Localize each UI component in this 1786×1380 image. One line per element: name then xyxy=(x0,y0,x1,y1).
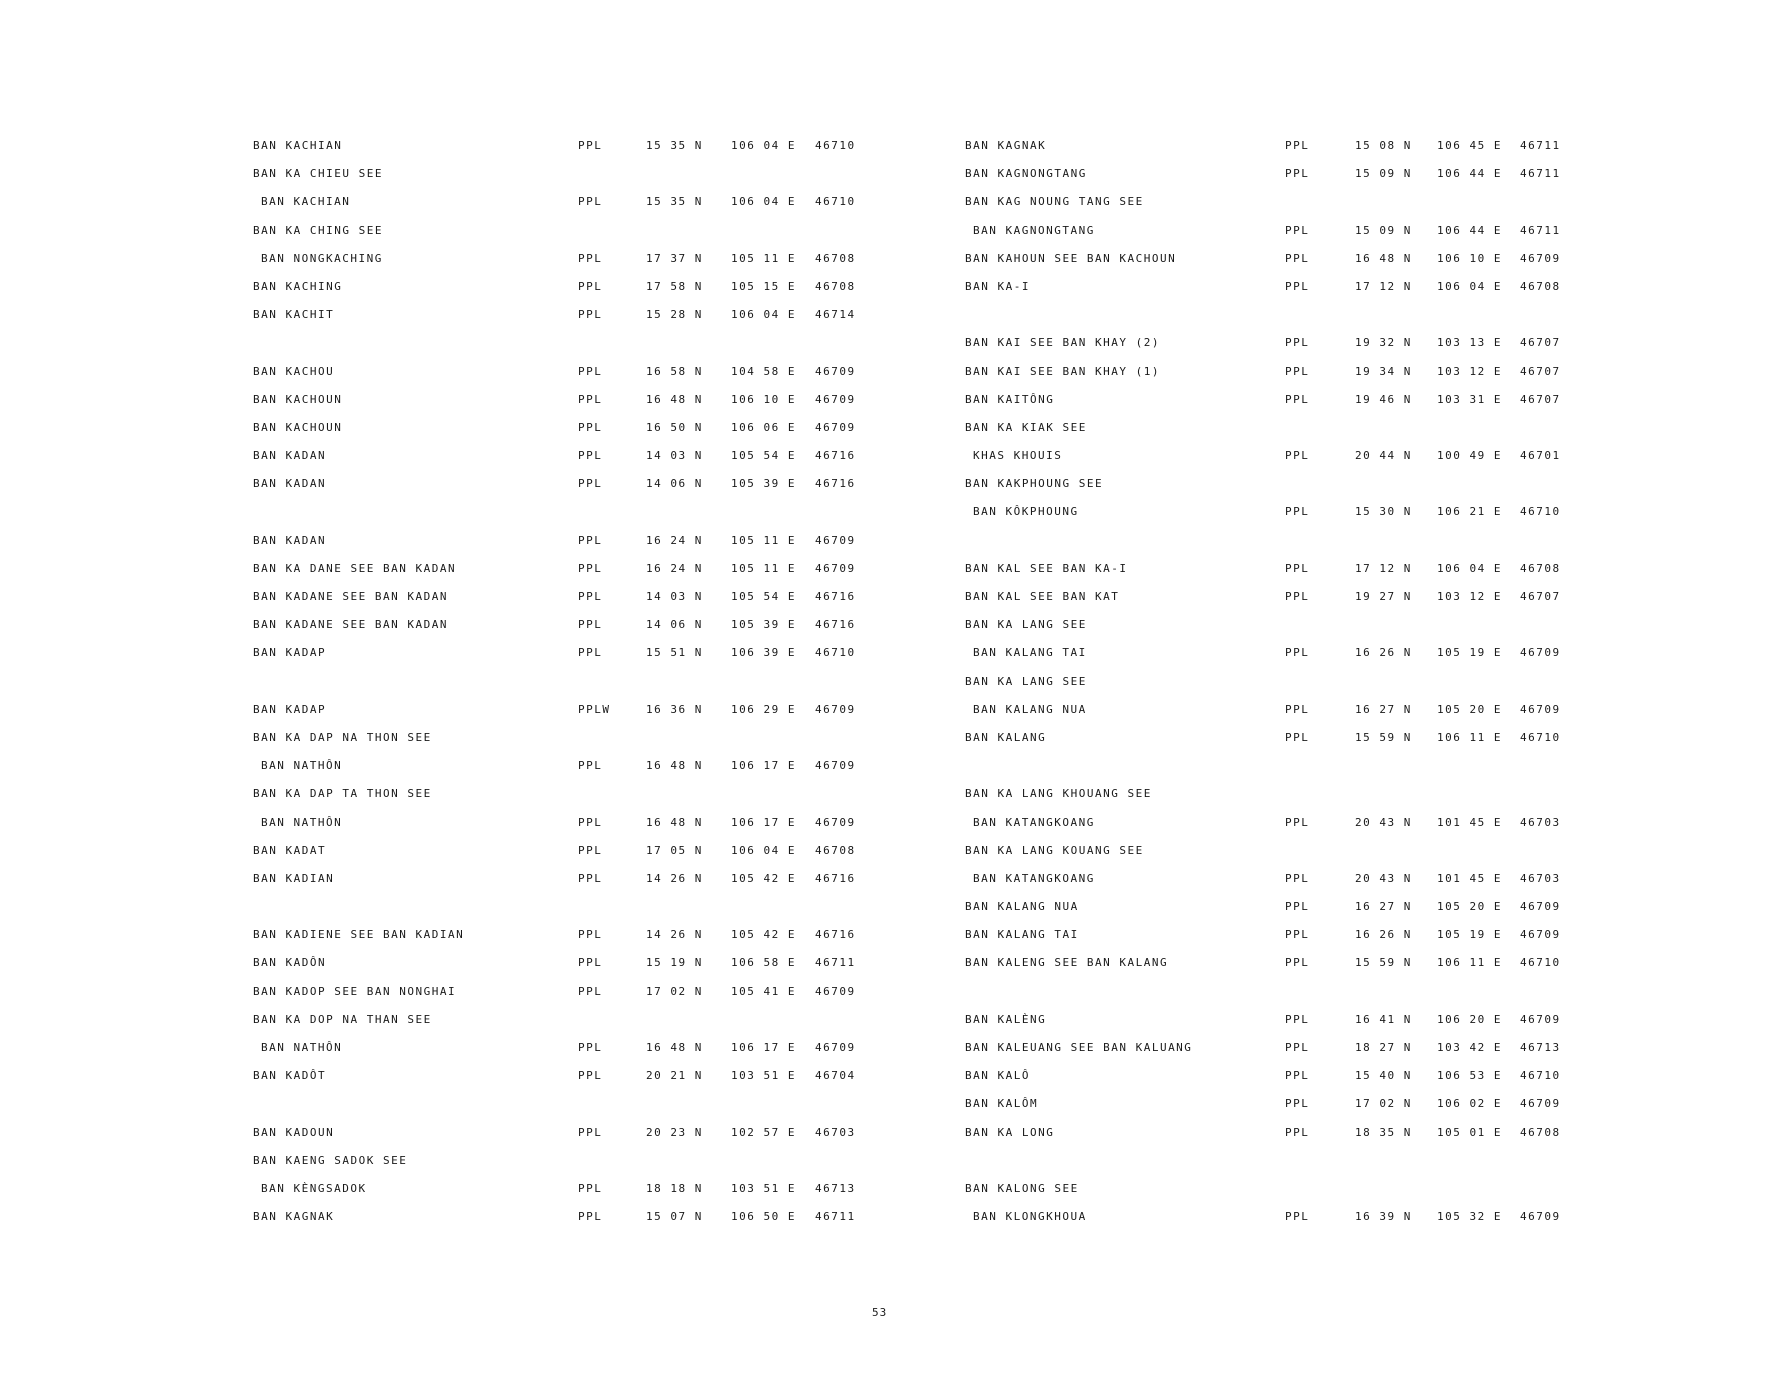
feature-designation: PPL xyxy=(578,1041,603,1054)
longitude: 106 17 E xyxy=(731,759,796,773)
feature-designation: PPL xyxy=(1285,251,1310,265)
map-sheet-number: 46709 xyxy=(1520,646,1561,660)
place-name: BAN KAGNAK xyxy=(965,139,1047,152)
place-name: BAN KA CHING SEE xyxy=(253,223,383,237)
place-name: BAN KACHIAN xyxy=(261,195,351,209)
place-name: BAN KAKPHOUNG SEE xyxy=(965,477,1104,491)
longitude: 103 42 E xyxy=(1437,1041,1502,1054)
latitude: 17 12 N xyxy=(1355,279,1412,293)
feature-designation: PPL xyxy=(578,843,603,857)
longitude: 106 17 E xyxy=(731,1041,796,1054)
longitude: 105 19 E xyxy=(1437,646,1502,660)
longitude: 106 50 E xyxy=(731,1210,796,1224)
latitude: 15 09 N xyxy=(1355,167,1412,181)
longitude: 106 20 E xyxy=(1437,1012,1502,1026)
place-name: BAN KAENG SADOK SEE xyxy=(253,1153,408,1167)
longitude: 103 12 E xyxy=(1437,364,1502,378)
feature-designation: PPLW xyxy=(578,702,611,716)
place-name: BAN KADAP xyxy=(253,646,327,660)
feature-designation: PPL xyxy=(1285,279,1310,293)
place-name: BAN KA LANG KOUANG SEE xyxy=(965,843,1144,857)
longitude: 105 15 E xyxy=(731,279,796,293)
longitude: 105 39 E xyxy=(731,477,796,491)
place-name: BAN KAGNONGTANG xyxy=(973,223,1095,237)
place-name: BAN KALÈNG xyxy=(965,1012,1047,1026)
latitude: 17 58 N xyxy=(646,279,703,293)
longitude: 105 20 E xyxy=(1437,702,1502,716)
map-sheet-number: 46711 xyxy=(1520,167,1561,181)
map-sheet-number: 46711 xyxy=(815,956,856,970)
latitude: 18 27 N xyxy=(1355,1041,1412,1054)
latitude: 15 07 N xyxy=(646,1210,703,1224)
feature-designation: PPL xyxy=(1285,956,1310,970)
place-name: BAN KA LANG KHOUANG SEE xyxy=(965,787,1152,801)
place-name: BAN NATHÔN xyxy=(261,1041,343,1054)
longitude: 102 57 E xyxy=(731,1125,796,1139)
place-name: BAN KADAN xyxy=(253,533,327,547)
feature-designation: PPL xyxy=(578,561,603,575)
place-name: BAN KAGNONGTANG xyxy=(965,167,1087,181)
map-sheet-number: 46709 xyxy=(1520,1210,1561,1224)
feature-designation: PPL xyxy=(1285,1125,1310,1139)
place-name: BAN KALEUANG SEE BAN KALUANG xyxy=(965,1041,1193,1054)
place-name: BAN KAG NOUNG TANG SEE xyxy=(965,195,1144,209)
place-name: BAN KA KIAK SEE xyxy=(965,420,1087,434)
feature-designation: PPL xyxy=(578,477,603,491)
longitude: 105 01 E xyxy=(1437,1125,1502,1139)
place-name: BAN KALANG NUA xyxy=(965,900,1079,914)
place-name: BAN KADIAN xyxy=(253,871,335,885)
map-sheet-number: 46707 xyxy=(1520,392,1561,406)
place-name: BAN KACHIAN xyxy=(253,139,343,152)
place-name: BAN KACHOUN xyxy=(253,392,343,406)
longitude: 106 39 E xyxy=(731,646,796,660)
map-sheet-number: 46710 xyxy=(1520,505,1561,519)
longitude: 105 20 E xyxy=(1437,900,1502,914)
feature-designation: PPL xyxy=(1285,702,1310,716)
map-sheet-number: 46709 xyxy=(815,392,856,406)
place-name: BAN KAL SEE BAN KA-I xyxy=(965,561,1128,575)
feature-designation: PPL xyxy=(578,1210,603,1224)
latitude: 18 35 N xyxy=(1355,1125,1412,1139)
longitude: 105 39 E xyxy=(731,618,796,632)
map-sheet-number: 46710 xyxy=(815,195,856,209)
place-name: BAN KADOUN xyxy=(253,1125,335,1139)
latitude: 14 26 N xyxy=(646,871,703,885)
longitude: 106 17 E xyxy=(731,815,796,829)
feature-designation: PPL xyxy=(578,956,603,970)
longitude: 103 51 E xyxy=(731,1181,796,1195)
latitude: 14 03 N xyxy=(646,590,703,603)
feature-designation: PPL xyxy=(1285,815,1310,829)
longitude: 105 11 E xyxy=(731,533,796,547)
longitude: 106 10 E xyxy=(1437,251,1502,265)
map-sheet-number: 46709 xyxy=(815,984,856,998)
feature-designation: PPL xyxy=(578,279,603,293)
latitude: 17 05 N xyxy=(646,843,703,857)
map-sheet-number: 46709 xyxy=(815,702,856,716)
feature-designation: PPL xyxy=(1285,167,1310,181)
longitude: 103 51 E xyxy=(731,1069,796,1083)
latitude: 15 59 N xyxy=(1355,956,1412,970)
feature-designation: PPL xyxy=(578,533,603,547)
latitude: 16 27 N xyxy=(1355,702,1412,716)
feature-designation: PPL xyxy=(578,251,603,265)
place-name: BAN KA DAP NA THON SEE xyxy=(253,730,432,744)
latitude: 16 26 N xyxy=(1355,928,1412,942)
place-name: BAN KA DANE SEE BAN KADAN xyxy=(253,561,457,575)
feature-designation: PPL xyxy=(1285,1012,1310,1026)
latitude: 15 59 N xyxy=(1355,730,1412,744)
longitude: 105 42 E xyxy=(731,871,796,885)
place-name: BAN KA LANG SEE xyxy=(965,674,1087,688)
latitude: 17 02 N xyxy=(1355,1097,1412,1111)
latitude: 19 46 N xyxy=(1355,392,1412,406)
latitude: 19 32 N xyxy=(1355,336,1412,350)
longitude: 106 04 E xyxy=(731,843,796,857)
place-name: BAN KADANE SEE BAN KADAN xyxy=(253,590,448,603)
longitude: 106 11 E xyxy=(1437,730,1502,744)
longitude: 104 58 E xyxy=(731,364,796,378)
latitude: 15 08 N xyxy=(1355,139,1412,152)
feature-designation: PPL xyxy=(1285,561,1310,575)
map-sheet-number: 46707 xyxy=(1520,336,1561,350)
longitude: 106 45 E xyxy=(1437,139,1502,152)
place-name: BAN KADÔT xyxy=(253,1069,327,1083)
map-sheet-number: 46710 xyxy=(815,139,856,152)
place-name: BAN KALONG SEE xyxy=(965,1181,1079,1195)
place-name: BAN KALANG xyxy=(965,730,1047,744)
latitude: 17 37 N xyxy=(646,251,703,265)
latitude: 20 43 N xyxy=(1355,815,1412,829)
map-sheet-number: 46716 xyxy=(815,871,856,885)
feature-designation: PPL xyxy=(578,646,603,660)
map-sheet-number: 46708 xyxy=(1520,1125,1561,1139)
place-name: BAN KAGNAK xyxy=(253,1210,335,1224)
place-name: BAN KLONGKHOUA xyxy=(973,1210,1087,1224)
latitude: 16 36 N xyxy=(646,702,703,716)
longitude: 105 42 E xyxy=(731,928,796,942)
longitude: 106 04 E xyxy=(731,308,796,322)
latitude: 17 12 N xyxy=(1355,561,1412,575)
feature-designation: PPL xyxy=(578,618,603,632)
map-sheet-number: 46710 xyxy=(815,646,856,660)
feature-designation: PPL xyxy=(578,449,603,463)
latitude: 16 48 N xyxy=(646,815,703,829)
feature-designation: PPL xyxy=(578,759,603,773)
place-name: KHAS KHOUIS xyxy=(973,449,1063,463)
latitude: 19 27 N xyxy=(1355,590,1412,603)
longitude: 106 06 E xyxy=(731,420,796,434)
longitude: 103 13 E xyxy=(1437,336,1502,350)
map-sheet-number: 46709 xyxy=(815,1041,856,1054)
feature-designation: PPL xyxy=(1285,223,1310,237)
longitude: 101 45 E xyxy=(1437,815,1502,829)
map-sheet-number: 46713 xyxy=(1520,1041,1561,1054)
longitude: 106 04 E xyxy=(731,195,796,209)
latitude: 20 43 N xyxy=(1355,871,1412,885)
map-sheet-number: 46708 xyxy=(1520,561,1561,575)
latitude: 15 35 N xyxy=(646,139,703,152)
map-sheet-number: 46709 xyxy=(815,759,856,773)
feature-designation: PPL xyxy=(1285,1069,1310,1083)
place-name: BAN KADÔN xyxy=(253,956,327,970)
place-name: BAN NATHÔN xyxy=(261,759,343,773)
map-sheet-number: 46709 xyxy=(1520,702,1561,716)
longitude: 106 44 E xyxy=(1437,223,1502,237)
map-sheet-number: 46709 xyxy=(815,364,856,378)
feature-designation: PPL xyxy=(578,392,603,406)
longitude: 105 54 E xyxy=(731,449,796,463)
latitude: 16 48 N xyxy=(646,1041,703,1054)
map-sheet-number: 46708 xyxy=(815,843,856,857)
longitude: 106 44 E xyxy=(1437,167,1502,181)
map-sheet-number: 46709 xyxy=(1520,1012,1561,1026)
map-sheet-number: 46709 xyxy=(1520,1097,1561,1111)
longitude: 106 58 E xyxy=(731,956,796,970)
map-sheet-number: 46704 xyxy=(815,1069,856,1083)
latitude: 16 41 N xyxy=(1355,1012,1412,1026)
latitude: 15 19 N xyxy=(646,956,703,970)
place-name: BAN KA DOP NA THAN SEE xyxy=(253,1012,432,1026)
map-sheet-number: 46707 xyxy=(1520,364,1561,378)
place-name: BAN KA DAP TA THON SEE xyxy=(253,787,432,801)
map-sheet-number: 46716 xyxy=(815,477,856,491)
map-sheet-number: 46708 xyxy=(1520,279,1561,293)
feature-designation: PPL xyxy=(1285,336,1310,350)
latitude: 20 21 N xyxy=(646,1069,703,1083)
latitude: 16 26 N xyxy=(1355,646,1412,660)
feature-designation: PPL xyxy=(578,1125,603,1139)
map-sheet-number: 46714 xyxy=(815,308,856,322)
map-sheet-number: 46709 xyxy=(1520,900,1561,914)
place-name: BAN KAL SEE BAN KAT xyxy=(965,590,1120,603)
longitude: 105 11 E xyxy=(731,561,796,575)
place-name: BAN KALANG TAI xyxy=(973,646,1087,660)
map-sheet-number: 46710 xyxy=(1520,1069,1561,1083)
feature-designation: PPL xyxy=(1285,730,1310,744)
feature-designation: PPL xyxy=(578,364,603,378)
feature-designation: PPL xyxy=(578,195,603,209)
latitude: 14 26 N xyxy=(646,928,703,942)
place-name: BAN KADOP SEE BAN NONGHAI xyxy=(253,984,457,998)
place-name: BAN KATANGKOANG xyxy=(973,815,1095,829)
longitude: 106 04 E xyxy=(1437,561,1502,575)
latitude: 16 27 N xyxy=(1355,900,1412,914)
map-sheet-number: 46716 xyxy=(815,449,856,463)
feature-designation: PPL xyxy=(578,1069,603,1083)
place-name: BAN KACHOU xyxy=(253,364,335,378)
feature-designation: PPL xyxy=(1285,1097,1310,1111)
place-name: BAN KACHING xyxy=(253,279,343,293)
map-sheet-number: 46711 xyxy=(1520,223,1561,237)
latitude: 15 40 N xyxy=(1355,1069,1412,1083)
feature-designation: PPL xyxy=(1285,590,1310,603)
feature-designation: PPL xyxy=(1285,646,1310,660)
longitude: 105 41 E xyxy=(731,984,796,998)
place-name: BAN KALENG SEE BAN KALANG xyxy=(965,956,1169,970)
feature-designation: PPL xyxy=(578,815,603,829)
place-name: BAN KA-I xyxy=(965,279,1030,293)
longitude: 106 11 E xyxy=(1437,956,1502,970)
feature-designation: PPL xyxy=(578,871,603,885)
feature-designation: PPL xyxy=(1285,871,1310,885)
map-sheet-number: 46703 xyxy=(815,1125,856,1139)
place-name: BAN KALANG NUA xyxy=(973,702,1087,716)
map-sheet-number: 46709 xyxy=(1520,251,1561,265)
map-sheet-number: 46711 xyxy=(1520,139,1561,152)
latitude: 16 48 N xyxy=(1355,251,1412,265)
latitude: 15 30 N xyxy=(1355,505,1412,519)
latitude: 20 44 N xyxy=(1355,449,1412,463)
place-name: BAN KALÔ xyxy=(965,1069,1030,1083)
map-sheet-number: 46708 xyxy=(815,279,856,293)
place-name: BAN KADAT xyxy=(253,843,327,857)
map-sheet-number: 46709 xyxy=(815,815,856,829)
feature-designation: PPL xyxy=(1285,928,1310,942)
place-name: BAN KAHOUN SEE BAN KACHOUN xyxy=(965,251,1177,265)
map-sheet-number: 46707 xyxy=(1520,590,1561,603)
place-name: BAN KÔKPHOUNG xyxy=(973,505,1079,519)
map-sheet-number: 46709 xyxy=(1520,928,1561,942)
feature-designation: PPL xyxy=(578,139,603,152)
map-sheet-number: 46703 xyxy=(1520,871,1561,885)
longitude: 106 10 E xyxy=(731,392,796,406)
place-name: BAN KACHIT xyxy=(253,308,335,322)
map-sheet-number: 46713 xyxy=(815,1181,856,1195)
latitude: 17 02 N xyxy=(646,984,703,998)
place-name: BAN KAI SEE BAN KHAY (2) xyxy=(965,336,1160,350)
longitude: 106 21 E xyxy=(1437,505,1502,519)
page-number: 53 xyxy=(872,1306,888,1319)
place-name: BAN NONGKACHING xyxy=(261,251,383,265)
latitude: 15 09 N xyxy=(1355,223,1412,237)
feature-designation: PPL xyxy=(578,308,603,322)
latitude: 16 58 N xyxy=(646,364,703,378)
latitude: 16 24 N xyxy=(646,533,703,547)
place-name: BAN KA CHIEU SEE xyxy=(253,167,383,181)
feature-designation: PPL xyxy=(1285,1210,1310,1224)
latitude: 14 03 N xyxy=(646,449,703,463)
map-sheet-number: 46711 xyxy=(815,1210,856,1224)
map-sheet-number: 46703 xyxy=(1520,815,1561,829)
place-name: BAN KALÔM xyxy=(965,1097,1039,1111)
place-name: BAN KA LANG SEE xyxy=(965,618,1087,632)
latitude: 16 39 N xyxy=(1355,1210,1412,1224)
longitude: 106 29 E xyxy=(731,702,796,716)
latitude: 20 23 N xyxy=(646,1125,703,1139)
place-name: BAN KÈNGSADOK xyxy=(261,1181,367,1195)
map-sheet-number: 46716 xyxy=(815,590,856,603)
place-name: BAN KAITÔNG xyxy=(965,392,1055,406)
place-name: BAN NATHÔN xyxy=(261,815,343,829)
map-sheet-number: 46716 xyxy=(815,928,856,942)
longitude: 105 32 E xyxy=(1437,1210,1502,1224)
feature-designation: PPL xyxy=(578,1181,603,1195)
place-name: BAN KA LONG xyxy=(965,1125,1055,1139)
feature-designation: PPL xyxy=(578,590,603,603)
latitude: 16 24 N xyxy=(646,561,703,575)
place-name: BAN KACHOUN xyxy=(253,420,343,434)
latitude: 15 35 N xyxy=(646,195,703,209)
feature-designation: PPL xyxy=(1285,364,1310,378)
place-name: BAN KAI SEE BAN KHAY (1) xyxy=(965,364,1160,378)
place-name: BAN KATANGKOANG xyxy=(973,871,1095,885)
longitude: 101 45 E xyxy=(1437,871,1502,885)
longitude: 105 19 E xyxy=(1437,928,1502,942)
latitude: 14 06 N xyxy=(646,477,703,491)
feature-designation: PPL xyxy=(578,984,603,998)
place-name: BAN KALANG TAI xyxy=(965,928,1079,942)
longitude: 105 11 E xyxy=(731,251,796,265)
longitude: 106 02 E xyxy=(1437,1097,1502,1111)
latitude: 15 51 N xyxy=(646,646,703,660)
feature-designation: PPL xyxy=(1285,505,1310,519)
longitude: 103 12 E xyxy=(1437,590,1502,603)
map-sheet-number: 46716 xyxy=(815,618,856,632)
map-sheet-number: 46709 xyxy=(815,420,856,434)
latitude: 16 48 N xyxy=(646,759,703,773)
feature-designation: PPL xyxy=(1285,139,1310,152)
longitude: 106 53 E xyxy=(1437,1069,1502,1083)
feature-designation: PPL xyxy=(1285,1041,1310,1054)
map-sheet-number: 46701 xyxy=(1520,449,1561,463)
place-name: BAN KADAN xyxy=(253,449,327,463)
map-sheet-number: 46709 xyxy=(815,561,856,575)
latitude: 16 48 N xyxy=(646,392,703,406)
feature-designation: PPL xyxy=(1285,449,1310,463)
latitude: 15 28 N xyxy=(646,308,703,322)
latitude: 16 50 N xyxy=(646,420,703,434)
longitude: 106 04 E xyxy=(1437,279,1502,293)
longitude: 105 54 E xyxy=(731,590,796,603)
longitude: 103 31 E xyxy=(1437,392,1502,406)
place-name: BAN KADAN xyxy=(253,477,327,491)
place-name: BAN KADIENE SEE BAN KADIAN xyxy=(253,928,465,942)
latitude: 18 18 N xyxy=(646,1181,703,1195)
feature-designation: PPL xyxy=(578,928,603,942)
latitude: 14 06 N xyxy=(646,618,703,632)
place-name: BAN KADAP xyxy=(253,702,327,716)
longitude: 106 04 E xyxy=(731,139,796,152)
map-sheet-number: 46710 xyxy=(1520,730,1561,744)
feature-designation: PPL xyxy=(1285,392,1310,406)
feature-designation: PPL xyxy=(1285,900,1310,914)
longitude: 100 49 E xyxy=(1437,449,1502,463)
map-sheet-number: 46708 xyxy=(815,251,856,265)
place-name: BAN KADANE SEE BAN KADAN xyxy=(253,618,448,632)
feature-designation: PPL xyxy=(578,420,603,434)
map-sheet-number: 46709 xyxy=(815,533,856,547)
map-sheet-number: 46710 xyxy=(1520,956,1561,970)
latitude: 19 34 N xyxy=(1355,364,1412,378)
